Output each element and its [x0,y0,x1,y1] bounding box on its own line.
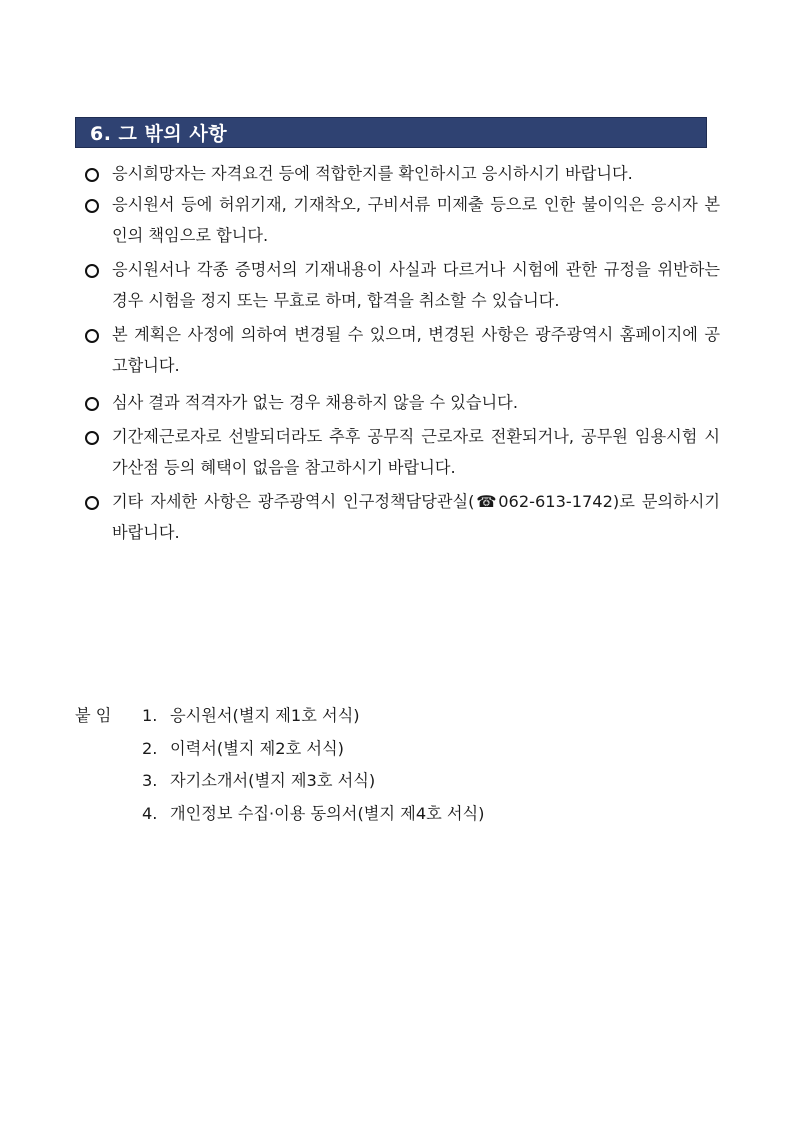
circle-bullet-icon [85,496,99,510]
notice-text: 심사 결과 적격자가 없는 경우 채용하지 않을 수 있습니다. [112,393,518,412]
notice-item [85,319,720,381]
notice-item [85,189,720,251]
notice-text: 기간제근로자로 선발되더라도 추후 공무직 근로자로 전환되거나, 공무원 임용시험 시 가산점 등의 혜택이 없음을 참고하시기 바랍니다. [112,427,720,477]
notice-text: 응시원서나 각종 증명서의 기재내용이 사실과 다르거나 시험에 관한 규정을 위반하는 경우 시험을 정지 또는 무효로 하며, 합격을 취소할 수 있습니다. [112,260,720,310]
notice-text: 응시희망자는 자격요건 등에 적합한지를 확인하시고 응시하시기 바랍니다. [112,164,633,183]
circle-bullet-icon [85,168,99,182]
attachments-label: 붙 임 [75,706,112,725]
notice-item [85,486,720,548]
attachment-number: 3. [142,771,158,790]
attachments [75,700,485,830]
attachment-item [142,765,485,798]
notice-text: 기타 자세한 사항은 광주광역시 인구정책담당관실(☎062-613-1742)로 문의하시기 바랍니다. [112,492,720,542]
attachment-list [75,700,485,830]
attachment-number: 4. [142,803,158,823]
notice-item [85,158,720,189]
attachment-text: 개인정보 수집·이용 동의서(별지 제4호 서식) [170,803,485,823]
attachment-text: 응시원서(별지 제1호 서식) [170,706,360,725]
notice-text: 본 계획은 사정에 의하여 변경될 수 있으며, 변경된 사항은 광주광역시 홈페이지에 공고합니다. [112,325,720,375]
notice-list [85,158,720,551]
attachment-item [142,733,485,766]
section-header [75,117,707,148]
circle-bullet-icon [85,199,99,213]
notice-text: 응시원서 등에 허위기재, 기재착오, 구비서류 미제출 등으로 인한 불이익은 응시자 본인의 책임으로 합니다. [112,195,721,245]
attachment-item [142,700,485,733]
circle-bullet-icon [85,264,99,278]
section-title: 6. 그 밖의 사항 [90,123,228,145]
notice-item [85,254,720,316]
notice-item [85,421,720,483]
notice-item [85,387,720,418]
attachment-text: 이력서(별지 제2호 서식) [170,738,344,758]
attachment-number: 1. [142,706,158,725]
circle-bullet-icon [85,431,99,445]
attachment-item [142,798,485,831]
attachment-number: 2. [142,738,158,758]
circle-bullet-icon [85,397,99,411]
attachment-text: 자기소개서(별지 제3호 서식) [170,771,376,790]
circle-bullet-icon [85,329,99,343]
